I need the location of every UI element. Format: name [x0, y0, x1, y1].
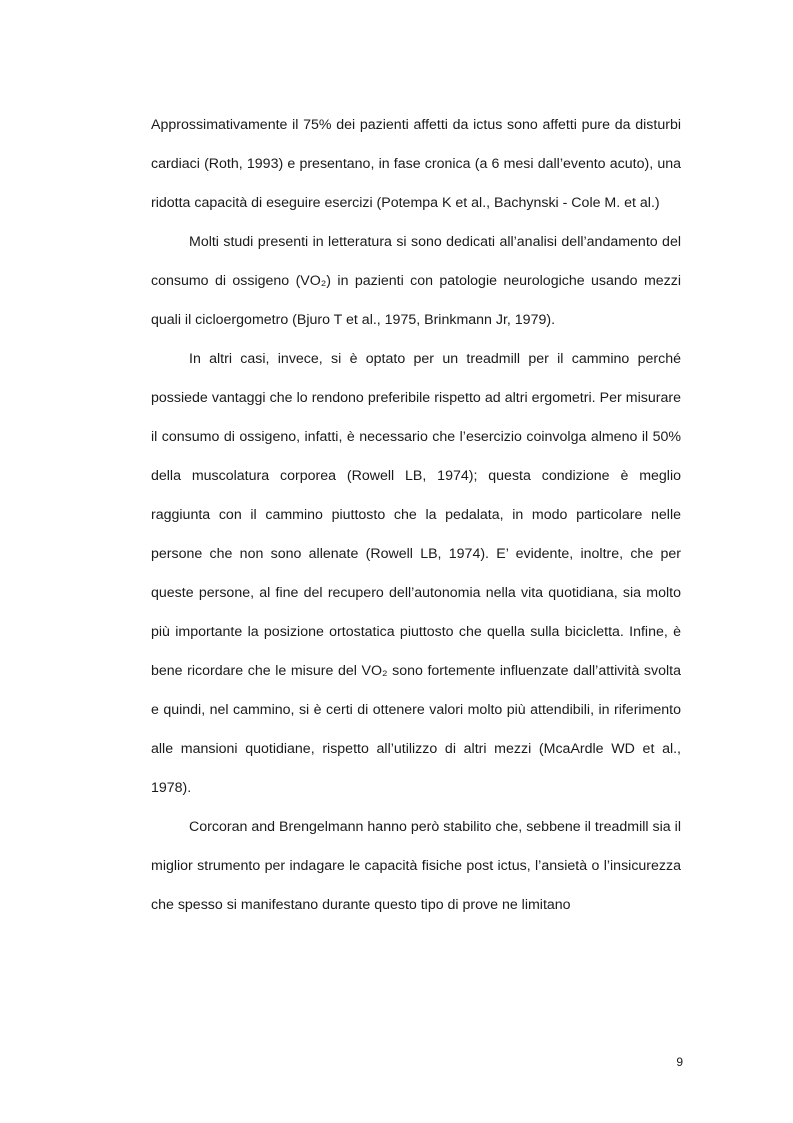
paragraph-3: In altri casi, invece, si è optato per un treadmill per il cammino perché possiede vantaggi che lo rendono preferibile rispetto ad altri ergometri. Per misurare il consumo di ossigeno, infatti, è necessario che l’esercizio coinvolga almeno il 50% della muscolatura corporea (Rowell LB, 1974); questa condizione è meglio raggiunta con il cammino piuttosto che la pedalata, in modo particolare nelle persone che non sono allenate (Rowell LB, 1974). E’ evidente, inoltre, che per queste persone, al fine del recupero dell’autonomia nella vita quotidiana, sia molto più importante la posizione ortostatica piuttosto che quella sulla bicicletta. Infine, è bene ricordare che le misure del VO₂ sono fortemente influenzate dall’attività svolta e quindi, nel cammino, si è certi di ottenere valori molto più attendibili, in riferimento alle mansioni quotidiane, rispetto all’utilizzo di altri mezzi (McaArdle WD et al., 1978). — [151, 351, 681, 796]
paragraph-4: Corcoran and Brengelmann hanno però stabilito che, sebbene il treadmill sia il miglior strumento per indagare le capacità fisiche post ictus, l’ansietà o l’insicurezza che spesso si manifestano durante questo tipo di prove ne limitano — [151, 819, 681, 913]
body-text — [151, 106, 681, 925]
paragraph-1: Approssimativamente il 75% dei pazienti affetti da ictus sono affetti pure da disturbi cardiaci (Roth, 1993) e presentano, in fase cronica (a 6 mesi dall’evento acuto), una ridotta capacità di eseguire esercizi (Potempa K et al., Bachynski - Cole M. et al.) — [151, 117, 681, 211]
paragraph-2: Molti studi presenti in letteratura si sono dedicati all’analisi dell’andamento del consumo di ossigeno (VO₂) in pazienti con patologie neurologiche usando mezzi quali il cicloergometro (Bjuro T et al., 1975, Brinkmann Jr, 1979). — [151, 234, 681, 328]
page-number: 9 — [676, 1055, 683, 1069]
